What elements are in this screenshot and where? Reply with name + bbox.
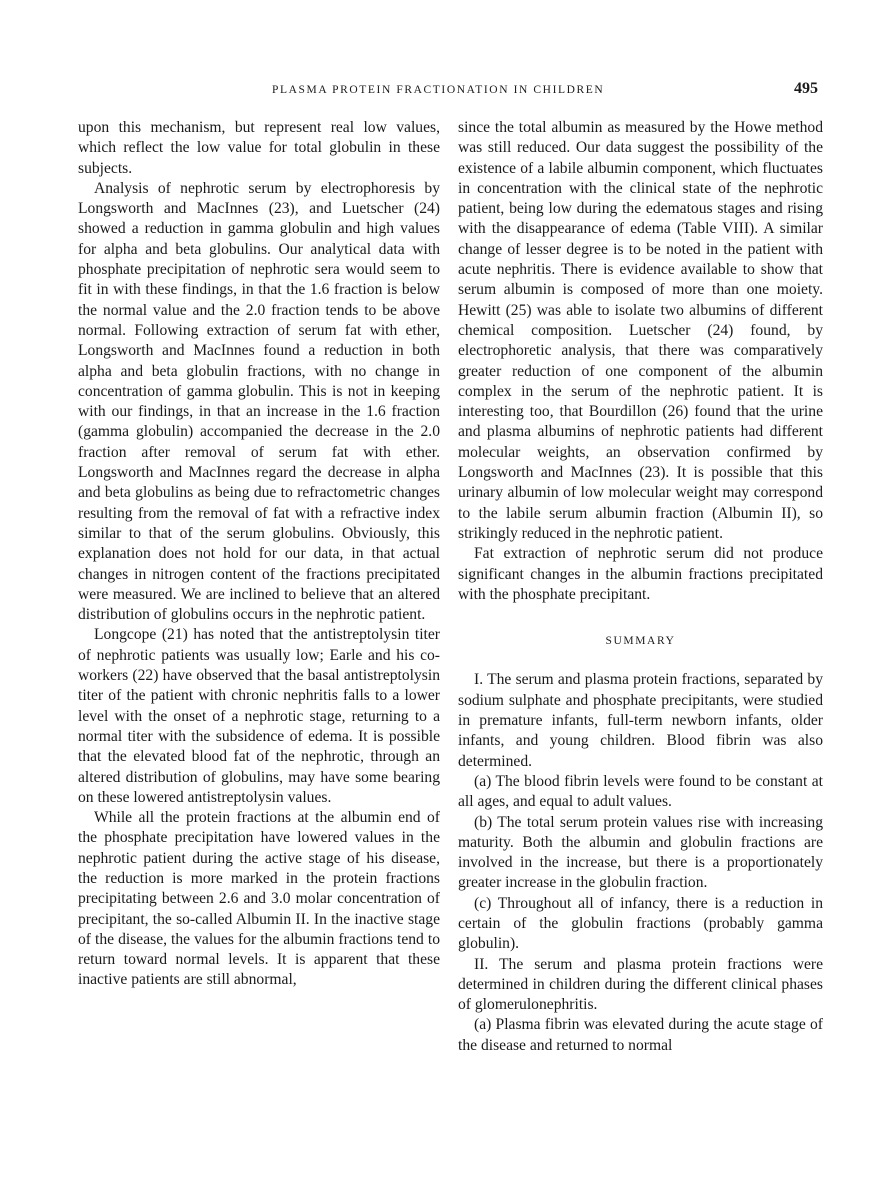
summary-paragraph: (a) The blood fibrin levels were found to be constant at all ages, and equal to adult values. [458,772,823,811]
paragraph: While all the protein fractions at the albumin end of the phosphate precipitation have lowered values in the nephrotic patient during the active stage of his disease, the reduction is more marked in the protein fractions precipitating between 2.6 and 3.0 molar concentration of precipitant, the so-called Albumin II. In the inactive stage of the disease, the values for the albumin fractions tend to return toward normal levels. It is apparent that these inactive patients are still abnormal, [78,809,440,989]
paragraph: Analysis of nephrotic serum by electrophoresis by Longsworth and MacInnes (23), and Luetscher (24) showed a reduction in gamma globulin and high values for alpha and beta globulins. Our analytical data with phosphate precipitation of nephrotic sera would seem to fit in with these findings, in that the 1.6 fraction is below the normal value and the 2.0 fraction tends to be above normal. Following extraction of serum fat with ether, Longsworth and MacInnes found a reduction in both alpha and beta globulin fractions, with no change in concentration of gamma globulin. This is not in keeping with our findings, in that an increase in the 1.6 fraction (gamma globulin) accompanied the decrease in the 2.0 fraction after removal of serum fat with ether. Longsworth and MacInnes regard the decrease in alpha and beta globulins as being due to refractometric changes resulting from the removal of fat with a refractive index similar to that of the serum globulins. Obviously, this explanation does not hold for our data, in that actual changes in nitrogen content of the fractions precipitated were measured. We are inclined to believe that an altered distribution of globulins occurs in the nephrotic patient. [78,179,440,624]
summary-paragraph: (c) Throughout all of infancy, there is a reduction in certain of the globulin fractions (probably gamma globulin). [458,894,823,953]
page-number: 495 [794,80,818,97]
summary-heading: SUMMARY [605,635,676,648]
summary-paragraph: I. The serum and plasma protein fractions, separated by sodium sulphate and phosphate precipitants, were studied in premature infants, full-term newborn infants, older infants, and young children. Blood fibrin was also determined. [458,671,823,770]
paragraph: Fat extraction of nephrotic serum did not produce significant changes in the albumin fractions precipitated with the phosphate precipitant. [458,545,823,603]
right-column [458,118,823,1056]
paragraph: upon this mechanism, but represent real low values, which reflect the low value for total globulin in these subjects. [78,119,440,177]
summary-paragraph: II. The serum and plasma protein fractions were determined in children during the different clinical phases of glomerulonephritis. [458,955,823,1014]
paragraph: since the total albumin as measured by the Howe method was still reduced. Our data suggest the possibility of the existence of a labile albumin component, which fluctuates in concentration with the clinical state of the nephrotic patient, being low during the edematous stages and rising with the disappearance of edema (Table VIII). A similar change of lesser degree is to be noted in the patient with acute nephritis. There is evidence available to show that serum albumin is composed of more than one moiety. Hewitt (25) was able to isolate two albumins of different chemical composition. Luetscher (24) found, by electrophoretic analysis, that there was comparatively greater reduction of one component of the albumin complex in the serum of the nephrotic patient. It is interesting too, that Bourdillon (26) found that the urine and plasma albumins of nephrotic patients had different molecular weights, an observation confirmed by Longsworth and MacInnes (23). It is possible that this urinary albumin of low molecular weight may correspond to the labile serum albumin fraction (Albumin II), so strikingly reduced in the nephrotic patient. [458,119,823,542]
summary-paragraph: (b) The total serum protein values rise with increasing maturity. Both the albumin and globulin fractions are involved in the increase, but there is a proportionately greater increase in the globulin fraction. [458,813,823,892]
paragraph: Longcope (21) has noted that the antistreptolysin titer of nephrotic patients was usually low; Earle and his co-workers (22) have observed that the basal antistreptolysin titer of the patient with chronic nephritis falls to a lower level with the onset of a nephrotic stage, returning to a normal titer with the subsidence of edema. It is possible that the elevated blood fat of the nephrotic, through an altered distribution of globulins, may have some bearing on these lowered antistreptolysin values. [78,626,440,806]
left-column [78,118,440,991]
summary-paragraph: (a) Plasma fibrin was elevated during the acute stage of the disease and returned to normal [458,1016,823,1054]
running-head: PLASMA PROTEIN FRACTIONATION IN CHILDREN [272,84,605,96]
